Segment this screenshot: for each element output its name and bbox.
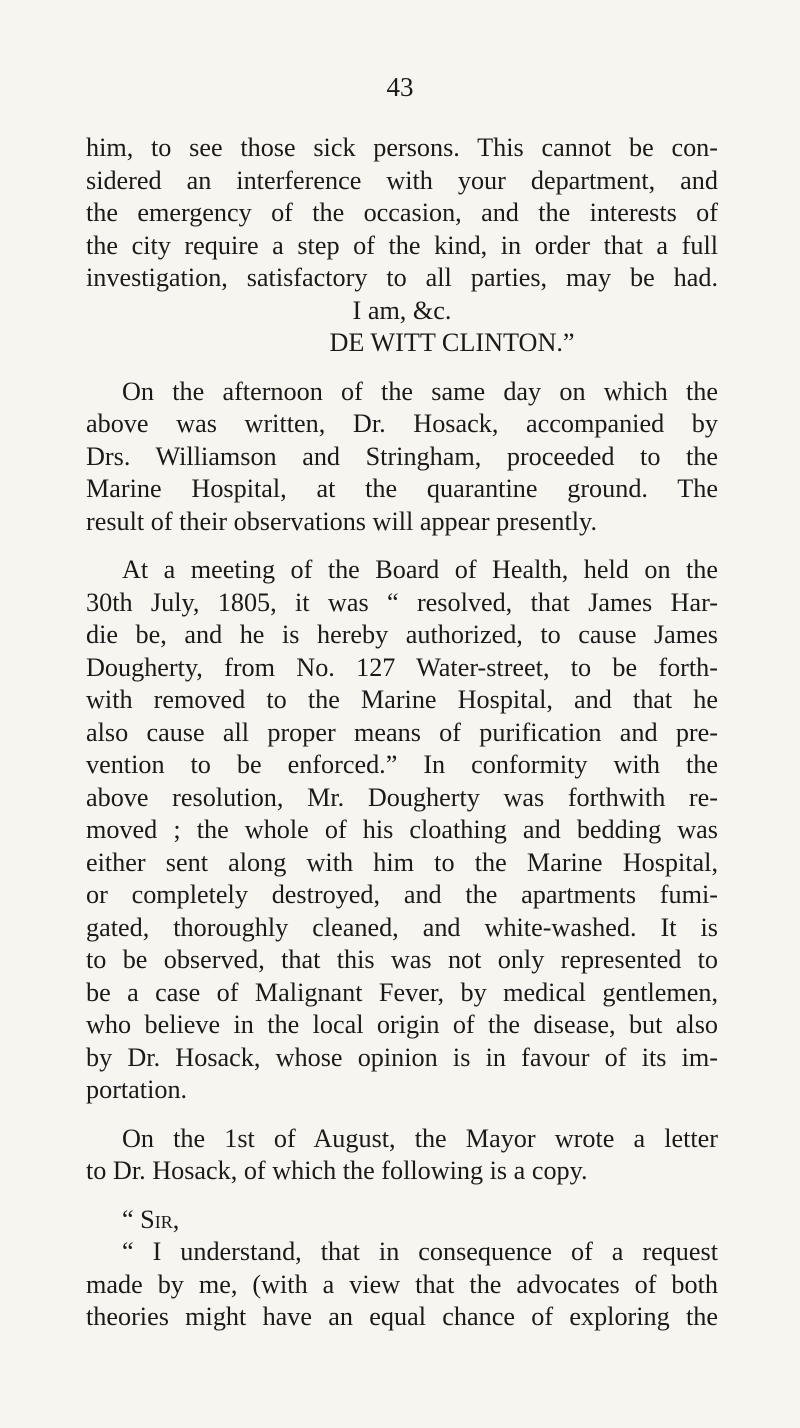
text-line: result of their observations will appear presently. — [86, 506, 597, 536]
text-line: vention to be enforced.” In conformity with the — [86, 750, 718, 779]
letter-copy — [86, 1204, 718, 1334]
text-line: to Dr. Hosack, of which the following is a copy. — [86, 1156, 588, 1185]
text-line: Marine Hospital, at the quarantine ground. The — [86, 474, 718, 503]
text-line: with removed to the Marine Hospital, and that he — [86, 685, 718, 714]
text-line: who believe in the local origin of the disease, but also — [86, 1010, 718, 1039]
text-line: At a meeting of the Board of Health, held on the — [122, 555, 718, 584]
page-number: 43 — [386, 72, 414, 102]
text-line: by Dr. Hosack, whose opinion is in favour of its im- — [86, 1042, 718, 1072]
text-line: or completely destroyed, and the apartments fumi- — [86, 880, 718, 909]
text-line: the city require a step of the kind, in order that a full — [86, 230, 718, 260]
text-line: theories might have an equal chance of exploring the — [86, 1302, 718, 1331]
text-line: the emergency of the occasion, and the interests of — [86, 198, 718, 227]
text-line: die be, and he is hereby authorized, to cause James — [86, 620, 718, 649]
text-line: On the 1st of August, the Mayor wrote a letter — [122, 1123, 718, 1153]
text-line: above resolution, Mr. Dougherty was forthwith re- — [86, 782, 718, 812]
text-line: Dougherty, from No. 127 Water-street, to be forth- — [86, 652, 718, 682]
text-line: sidered an interference with your department, and — [86, 165, 718, 195]
text-line: portation. — [86, 1075, 188, 1104]
text-line: also cause all proper means of purification and pre- — [86, 717, 718, 747]
text-line: him, to see those sick persons. This cannot be con- — [86, 133, 718, 162]
text-line: moved ; the whole of his cloathing and bedding was — [86, 815, 718, 844]
paragraph-mayor-letter — [86, 1123, 718, 1188]
text-line: Drs. Williamson and Stringham, proceeded to the — [86, 441, 718, 471]
paragraph-marine-hospital — [86, 376, 718, 539]
letter-salutation: “ Sir, — [122, 1204, 180, 1234]
text-line: made by me, (with a view that the advocates of both — [86, 1269, 718, 1299]
letter-end-block — [86, 132, 718, 360]
text-line: either sent along with him to the Marine Hospital, — [86, 847, 718, 877]
paragraph-board-of-health — [86, 554, 718, 1107]
text-line: investigation, satisfactory to all parties, may be had. — [86, 263, 718, 292]
text-line: above was written, Dr. Hosack, accompanied by — [86, 409, 718, 438]
text-line: to be observed, that this was not only represented to — [86, 945, 718, 974]
page-text — [86, 132, 718, 1334]
signature: DE WITT CLINTON.” — [329, 328, 575, 357]
text-line: 30th July, 1805, it was “ resolved, that James Har- — [86, 587, 718, 617]
letter-closing: I am, &c. — [352, 295, 452, 325]
text-line: gated, thoroughly cleaned, and white-washed. It is — [86, 912, 718, 942]
text-line: be a case of Malignant Fever, by medical gentlemen, — [86, 977, 718, 1007]
text-line: “ I understand, that in consequence of a request — [122, 1237, 718, 1266]
text-line: On the afternoon of the same day on which the — [122, 376, 718, 406]
